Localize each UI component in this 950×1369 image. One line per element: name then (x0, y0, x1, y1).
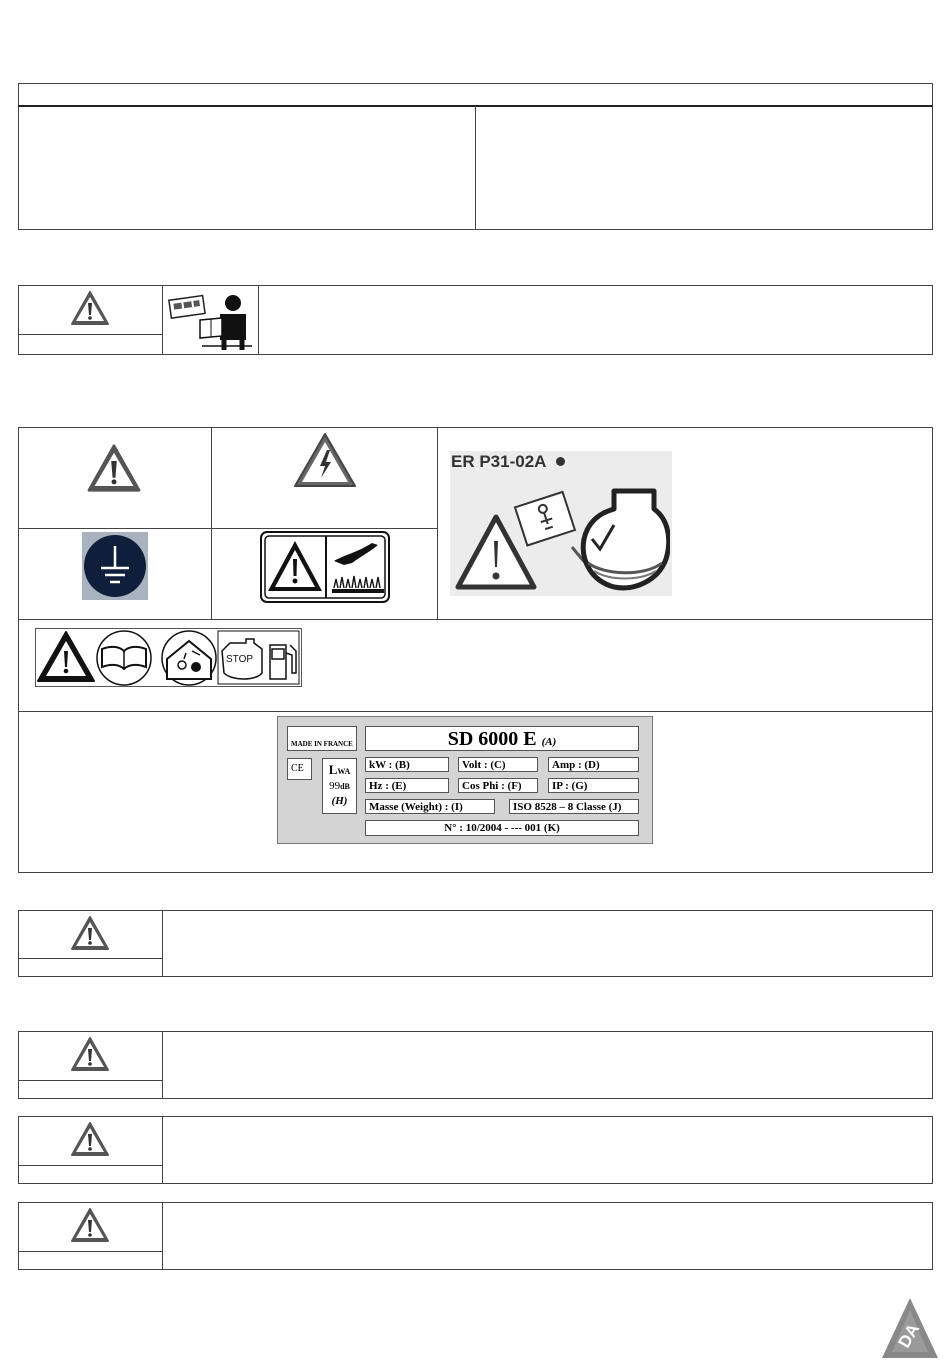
section-4-subcell-line (18, 958, 162, 959)
ce-mark (287, 758, 312, 780)
serial-field: N° : 10/2004 - --- 001 (K) (365, 820, 639, 836)
warning-triangle-icon (70, 290, 110, 326)
section-7-warning-row (18, 1202, 933, 1270)
db-unit: dB (340, 782, 350, 791)
section-3-row-1 (18, 528, 438, 529)
db-value: 99 (329, 780, 341, 792)
ip-field: IP : (G) (548, 778, 639, 793)
hz-field: Hz : (E) (365, 778, 449, 793)
section-5-subcell-line (18, 1080, 162, 1081)
section-5-divider (162, 1031, 163, 1099)
section-3-col-1 (211, 427, 212, 620)
section-4-divider (162, 910, 163, 977)
section-7-subcell-line (18, 1251, 162, 1252)
iso-field: ISO 8528 – 8 Classe (J) (509, 799, 639, 814)
db-ref: (H) (331, 795, 348, 807)
model-ref: (A) (541, 736, 557, 748)
sda-logo-icon (880, 1296, 940, 1360)
hot-surface-icon (260, 531, 390, 603)
amp-field: Amp : (D) (548, 757, 639, 772)
noise-field (322, 758, 357, 814)
operator-manual-icon (166, 290, 254, 352)
section-3-row-2 (18, 619, 933, 620)
oil-sticker-dot-icon (556, 457, 565, 466)
made-in-field (287, 726, 357, 751)
section-2-warning-row (18, 285, 933, 355)
kw-field: kW : (B) (365, 757, 449, 772)
earth-ground-icon (82, 532, 148, 600)
model-field (365, 726, 639, 751)
warning-triangle-icon (70, 1207, 110, 1243)
combined-warning-sticker (35, 628, 302, 687)
section-3-col-2 (437, 427, 438, 620)
warning-triangle-icon (70, 1121, 110, 1157)
section-1-column-divider (475, 106, 476, 230)
rating-plate (277, 716, 653, 844)
section-2-subcell-line (18, 334, 162, 335)
section-6-warning-row (18, 1116, 933, 1184)
section-6-subcell-line (18, 1165, 162, 1166)
oil-sticker-code: ER P31-02A (451, 452, 547, 471)
model-name: SD 6000 E (447, 728, 537, 750)
warning-triangle-icon (86, 443, 142, 493)
warning-triangle-icon (70, 1036, 110, 1072)
warning-triangle-icon (70, 915, 110, 951)
oil-level-sticker (450, 451, 672, 596)
made-in-label: MADE IN FRANCE (291, 740, 353, 748)
section-6-divider (162, 1116, 163, 1184)
masse-field: Masse (Weight) : (I) (365, 799, 495, 814)
section-4-warning-row (18, 910, 933, 977)
lwa-sub-label: WA (337, 767, 351, 776)
section-3-row-3 (18, 711, 933, 712)
volt-field: Volt : (C) (458, 757, 538, 772)
section-7-divider (162, 1202, 163, 1270)
section-2-divider-b (258, 285, 259, 355)
section-2-divider-a (162, 285, 163, 355)
section-5-warning-row (18, 1031, 933, 1099)
stop-label: STOP (226, 654, 254, 665)
cosphi-field: Cos Phi : (F) (458, 778, 538, 793)
oil-level-icon (454, 479, 670, 593)
ce-label: CE (291, 763, 304, 774)
electric-hazard-icon (293, 432, 357, 488)
lwa-label: L (328, 762, 338, 777)
logo-text: DA (894, 1320, 924, 1352)
